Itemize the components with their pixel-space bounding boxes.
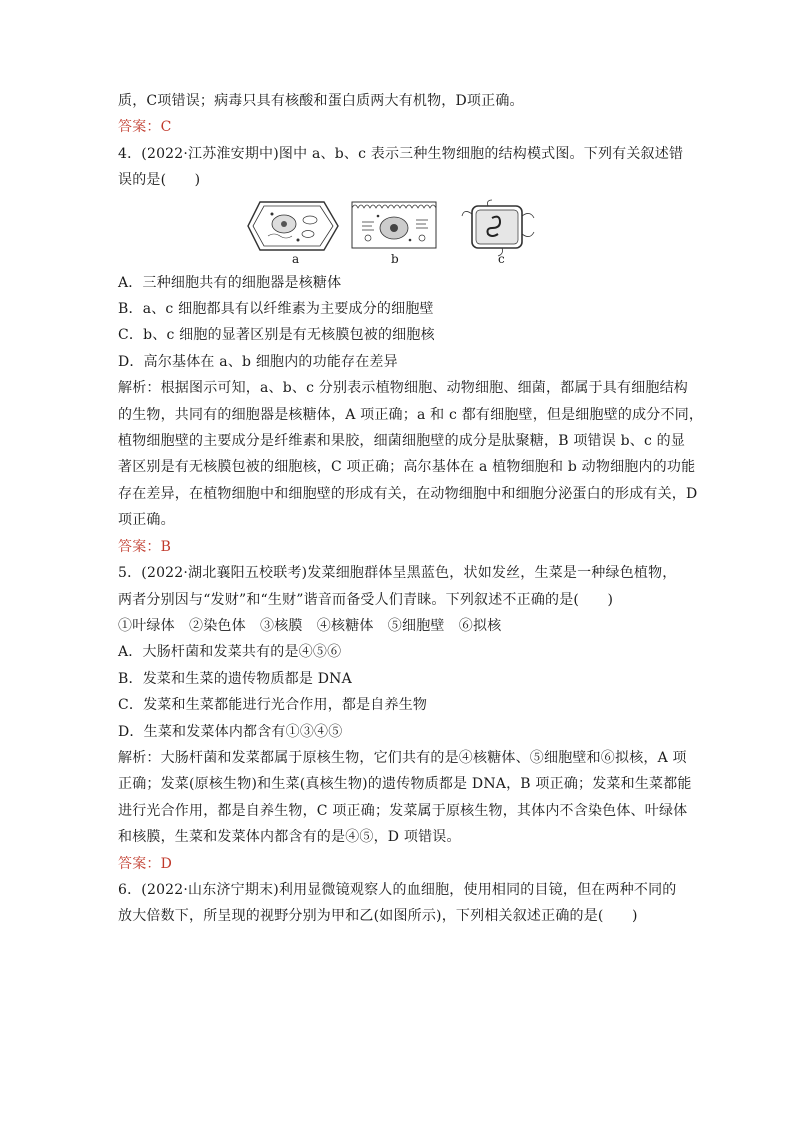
answer-line: 答案：C	[118, 119, 172, 136]
option-a: A．三种细胞共有的细胞器是核糖体	[118, 274, 342, 291]
analysis-text: 著区别是有无核膜包被的细胞核，C 项正确；高尔基体在 a 植物细胞和 b 动物细胞内的功能	[118, 459, 696, 476]
analysis-text: 的生物，共同有的细胞器是核糖体，A 项正确；a 和 c 都有细胞壁，但是细胞壁的成分不同，	[118, 406, 704, 423]
answer-line: 答案：D	[118, 855, 173, 872]
analysis-text: 项正确。	[118, 512, 175, 529]
plant-cell-diagram	[248, 202, 338, 250]
question-6-stem: 6．(2022·山东济宁期末)利用显微镜观察人的血细胞，使用相同的目镜，但在两种不同的	[118, 881, 677, 898]
cell-diagram-figure	[118, 198, 686, 268]
caption-b: b	[391, 251, 399, 266]
option-c: C．b、c 细胞的显著区别是有无核膜包被的细胞核	[118, 327, 435, 344]
question-4-stem: 误的是( )	[118, 172, 201, 189]
analysis-text: 植物细胞壁的主要成分是纤维素和果胶，细菌细胞壁的成分是肽聚糖，B 项错误 b、c 的显	[118, 433, 686, 450]
analysis-text: 进行光合作用，都是自养生物，C 项正确；发菜属于原核生物，其体内不含染色体、叶绿体	[118, 802, 688, 819]
option-c: C．发菜和生菜都能进行光合作用，都是自养生物	[118, 697, 428, 714]
cell-diagrams	[118, 198, 686, 268]
caption-c: c	[498, 251, 505, 266]
option-d: D．生菜和发菜体内都含有①③④⑤	[118, 723, 343, 740]
structure-list: ①叶绿体 ②染色体 ③核膜 ④核糖体 ⑤细胞壁 ⑥拟核	[118, 617, 502, 634]
analysis-text: 和核膜，生菜和发菜体内都含有的是④⑤，D 项错误。	[118, 829, 461, 846]
question-5-stem: 5．(2022·湖北襄阳五校联考)发菜细胞群体呈黑蓝色，状如发丝，生菜是一种绿色植物，	[118, 565, 677, 582]
analysis-text: 正确；发菜(原核生物)和生菜(真核生物)的遗传物质都是 DNA，B 项正确；发菜和生菜都能	[118, 776, 692, 793]
analysis-text: 存在差异，在植物细胞中和细胞壁的形成有关，在动物细胞中和细胞分泌蛋白的形成有关，D	[118, 485, 698, 502]
analysis-text: 解析：大肠杆菌和发菜都属于原核生物，它们共有的是④核糖体、⑤细胞壁和⑥拟核，A 项	[118, 749, 687, 766]
animal-cell-diagram	[352, 202, 436, 248]
text-line: 质，C项错误；病毒只具有核酸和蛋白质两大有机物，D项正确。	[118, 93, 524, 109]
option-a: A．大肠杆菌和发菜共有的是④⑤⑥	[118, 644, 342, 661]
answer-line: 答案：B	[118, 538, 172, 555]
analysis-text: 解析：根据图示可知，a、b、c 分别表示植物细胞、动物细胞、细菌，都属于具有细胞结构	[118, 380, 688, 397]
question-4-stem: 4．(2022·江苏淮安期中)图中 a、b、c 表示三种生物细胞的结构模式图。下列有关叙述错	[118, 145, 684, 162]
option-b: B．发菜和生菜的遗传物质都是 DNA	[118, 670, 352, 687]
document-page	[118, 88, 704, 930]
question-5-stem: 两者分别因与“发财”和“生财”谐音而备受人们青睐。下列叙述不正确的是( )	[118, 591, 614, 608]
option-b: B．a、c 细胞都具有以纤维素为主要成分的细胞壁	[118, 301, 434, 318]
bacterial-cell-diagram	[462, 200, 534, 256]
question-6-stem: 放大倍数下，所呈现的视野分别为甲和乙(如图所示)，下列相关叙述正确的是( )	[118, 908, 638, 925]
option-d: D．高尔基体在 a、b 细胞内的功能存在差异	[118, 353, 398, 370]
caption-a: a	[292, 251, 300, 266]
